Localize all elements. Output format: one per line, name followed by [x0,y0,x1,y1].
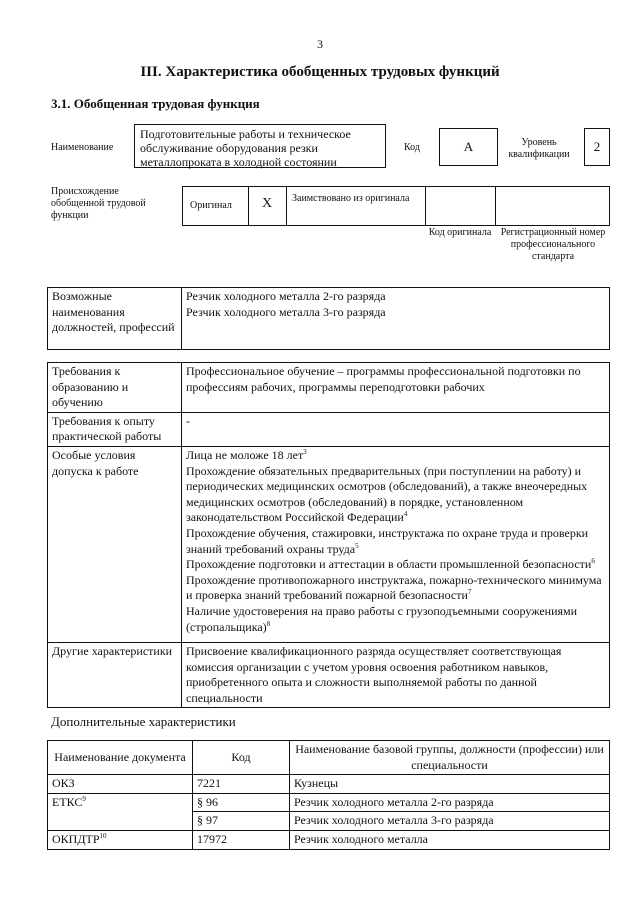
positions-table [47,287,610,350]
section-title: III. Характеристика обобщенных трудовых функций [140,64,500,80]
education-label: Требования к образованию и обучению [48,363,182,413]
other-value: Присвоение квалификационного разряда осуществляет соответствующая комиссия организации с учетом уровня освоения работником навыков, приобретенного опыта и сложности выполняемой работы по данной специальности [182,642,610,707]
level-value: 2 [593,139,601,154]
table-row [48,363,610,413]
origin-label: Происхождение обобщенной трудовой функции [51,186,146,221]
origin-box [182,186,610,226]
cell-name: Резчик холодного металла 3-го разряда [290,812,610,831]
code-value: А [463,139,474,154]
experience-label: Требования к опыту практической работы [48,412,182,446]
code-original-label: Код оригинала [428,227,492,238]
requirements-table [47,362,610,708]
condition-item: Лица не моложе 18 лет$^3$ [186,447,307,462]
education-value: Профессиональное обучение – программы профессиональной подготовки по профессиям рабочих, программы переподготовки рабочих [182,363,610,413]
function-name-value: Подготовительные работы и техническое обслуживание оборудования резки металлопроката в холодной состоянии [140,127,351,169]
cell-name: Кузнецы [290,775,610,794]
cell-code: § 96 [193,793,290,812]
subsection-title: 3.1. Обобщенная трудовая функция [51,96,260,111]
table-row [48,793,610,812]
name-label: Наименование [51,142,114,153]
table-row [48,446,610,642]
table-row [48,642,610,707]
code-label: Код [404,142,420,153]
cell-doc: ЕТКС$^9$ [48,793,193,812]
cell-name: Резчик холодного металла [290,830,610,849]
cell-code: 7221 [193,775,290,794]
original-mark: Х [261,196,273,211]
condition-item: Прохождение обязательных предварительных (при поступлении на работу) и периодических медицинских осмотров (обследований), а также внеочередных медицинских осмотров (обследований) в порядке, установленном законодательством Российской Федерации$^4$ [186,463,588,525]
table-row [48,412,610,446]
cell-code: 17972 [193,830,290,849]
additional-title: Дополнительные характеристики [51,714,236,729]
header-code: Код [193,741,290,775]
cell-name: Резчик холодного металла 2-го разряда [290,793,610,812]
borrowed-label: Заимствовано из оригинала [292,193,410,204]
table-row [48,830,610,849]
special-conditions-list [182,446,610,642]
additional-table [47,740,610,850]
function-name-box [134,124,386,168]
position-item: Резчик холодного металла 2-го разряда [186,289,386,303]
header-doc: Наименование документа [48,741,193,775]
cell-code: § 97 [193,812,290,831]
reg-number-label: Регистрационный номер профессионального стандарта [500,227,606,262]
condition-item: Прохождение подготовки и аттестации в области промышленной безопасности$^6$ [186,557,595,572]
other-label: Другие характеристики [48,642,182,707]
condition-item: Прохождение противопожарного инструктажа, пожарно-технического минимума и проверка знаний требований пожарной безопасности$^7$ [186,572,602,603]
condition-item: Наличие удостоверения на право работы с грузоподъемными сооружениями (стропальщика)$^8$ [186,603,578,634]
level-value-box [584,128,610,166]
cell-doc: ОКПДТР$^{10}$ [48,830,193,849]
table-row [48,775,610,794]
header-name: Наименование базовой группы, должности (профессии) или специальности [290,741,610,775]
cell-doc: ОКЗ [48,775,193,794]
condition-item: Прохождение обучения, стажировки, инструктажа по охране труда и проверки знаний требований охраны труда$^5$ [186,525,589,556]
original-label: Оригинал [190,200,232,211]
cell-doc [48,812,193,831]
experience-value: - [182,412,610,446]
positions-list [182,288,610,350]
position-item: Резчик холодного металла 3-го разряда [186,304,386,319]
positions-label: Возможные наименования должностей, профессий [48,288,182,350]
code-value-box [439,128,498,166]
special-conditions-label: Особые условия допуска к работе [48,446,182,642]
table-row [48,812,610,831]
level-label: Уровень квалификации [508,137,570,160]
table-header-row [48,741,610,775]
page-number: 3 [317,37,323,51]
